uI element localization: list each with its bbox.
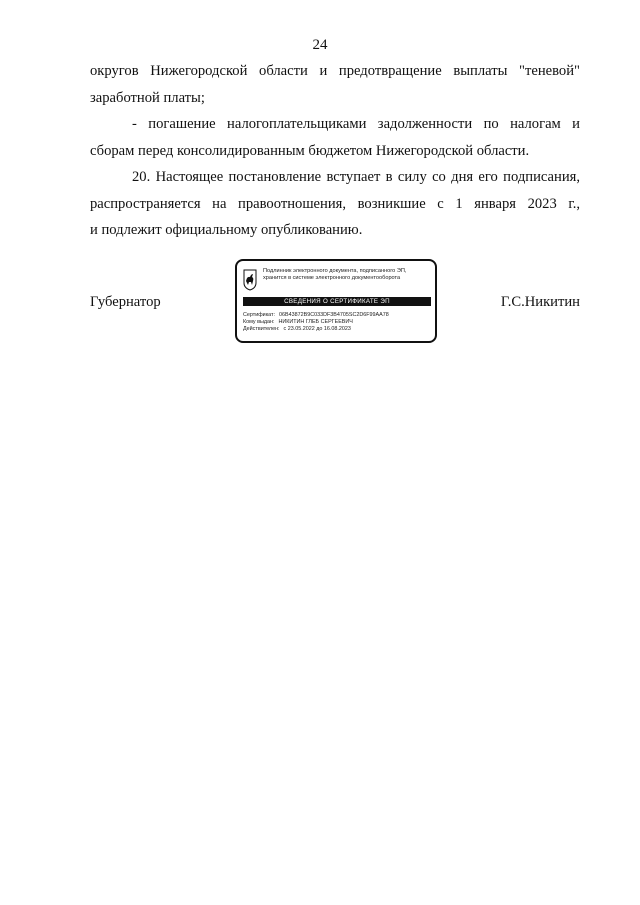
certificate-title-bar: СВЕДЕНИЯ О СЕРТИФИКАТЕ ЭП bbox=[243, 297, 431, 306]
stamp-header bbox=[263, 268, 433, 282]
paragraph-line: распространяется на правоотношения, возникшие с 1 января 2023 г., bbox=[90, 195, 580, 212]
valid-value: с 23.05.2022 до 16.08.2023 bbox=[283, 326, 351, 333]
signer-name: Г.С.Никитин bbox=[500, 294, 580, 310]
issued-to-value: НИКИТИН ГЛЕБ СЕРГЕЕВИЧ bbox=[278, 319, 353, 326]
coat-of-arms-icon bbox=[243, 269, 257, 291]
paragraph-line: округов Нижегородской области и предотвращение выплаты "теневой" bbox=[90, 63, 580, 79]
paragraph-line: 20. Настоящее постановление вступает в силу со дня его подписания, bbox=[132, 169, 580, 185]
page-number: 24 bbox=[312, 37, 328, 53]
paragraph-debt-repayment bbox=[90, 111, 580, 164]
stamp-header-line: хранится в системе электронного документооборота bbox=[263, 275, 401, 281]
paragraph-line: - погашение налогоплательщиками задолженности по налогам и bbox=[132, 116, 580, 132]
paragraph-effective-date bbox=[90, 164, 580, 244]
electronic-signature-stamp bbox=[235, 259, 437, 343]
certificate-details bbox=[243, 312, 389, 334]
paragraph-line: заработной платы; bbox=[90, 89, 205, 106]
paragraph-wage-measures bbox=[90, 58, 580, 111]
issued-to-label: Кому выдан: bbox=[243, 319, 275, 326]
stamp-header-line: Подлинник электронного документа, подписанного ЭП, bbox=[263, 268, 407, 274]
certificate-value: 06B43872B9C033DF3B4705SC2D6F99AA78 bbox=[279, 312, 389, 318]
valid-label: Действителен: bbox=[243, 326, 280, 333]
paragraph-line: и подлежит официальному опубликованию. bbox=[90, 222, 363, 238]
signer-position: Губернатор bbox=[90, 294, 161, 310]
paragraph-line: сборам перед консолидированным бюджетом Нижегородской области. bbox=[90, 142, 530, 159]
certificate-label: Сертификат: bbox=[243, 312, 276, 318]
